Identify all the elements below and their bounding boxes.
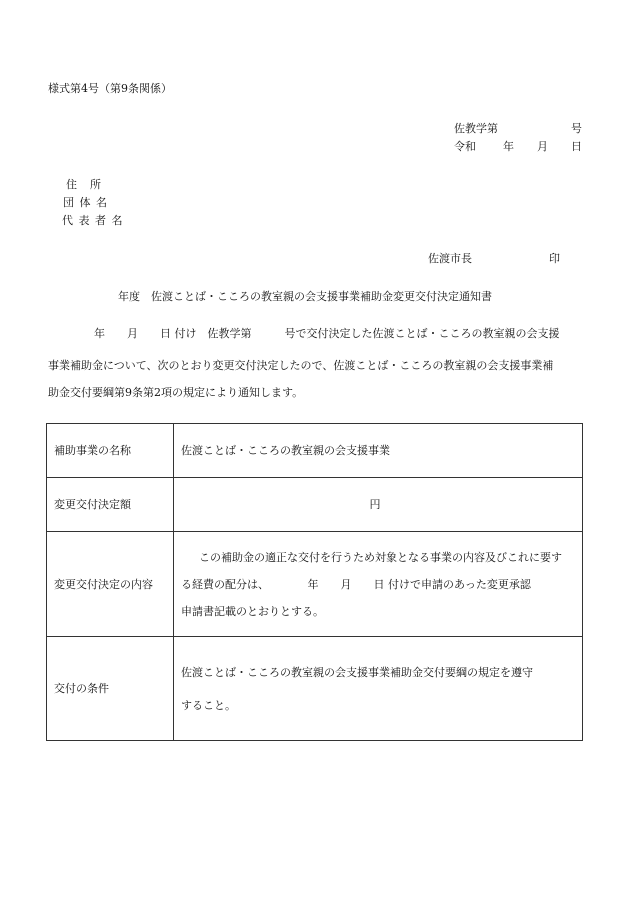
table-row bbox=[47, 478, 583, 532]
organization-label: 団 体 名 bbox=[63, 196, 108, 209]
document-number-label: 佐教学第 bbox=[454, 122, 498, 135]
body-line-3: 助金交付要綱第9条第2項の規定により通知します。 bbox=[48, 386, 304, 399]
row-value-content bbox=[174, 532, 583, 637]
row-label-amount: 変更交付決定額 bbox=[47, 478, 174, 532]
row-value-amount: 円 bbox=[174, 478, 583, 532]
row-label-content: 変更交付決定の内容 bbox=[47, 532, 174, 637]
grant-decision-table bbox=[46, 423, 583, 741]
table-row bbox=[47, 637, 583, 741]
body-line-2: 事業補助金について、次のとおり変更交付決定したので、佐渡ことば・こころの教室親の会支援事業補 bbox=[48, 359, 554, 372]
issuer-mayor: 佐渡市長 bbox=[428, 252, 472, 265]
seal-mark: 印 bbox=[549, 252, 560, 265]
row-value-project-name: 佐渡ことば・こころの教室親の会支援事業 bbox=[174, 424, 583, 478]
conditions-line-1: 佐渡ことば・こころの教室親の会支援事業補助金交付要綱の規定を遵守 bbox=[181, 665, 533, 679]
date-year: 年 bbox=[503, 140, 514, 153]
representative-label: 代 表 者 名 bbox=[62, 214, 124, 227]
conditions-line-2: すること。 bbox=[181, 698, 236, 712]
content-line-3: 申請書記載のとおりとする。 bbox=[181, 604, 324, 618]
row-label-project-name: 補助事業の名称 bbox=[47, 424, 174, 478]
date-day: 日 bbox=[571, 140, 582, 153]
address-label: 住 所 bbox=[66, 178, 102, 191]
content-line-1: この補助金の適正な交付を行うため対象となる事業の内容及びこれに要す bbox=[199, 550, 562, 564]
row-label-conditions: 交付の条件 bbox=[47, 637, 174, 741]
form-number: 様式第4号（第9条関係） bbox=[48, 82, 172, 95]
table-row bbox=[47, 424, 583, 478]
date-month: 月 bbox=[537, 140, 548, 153]
document-title: 年度 佐渡ことば・こころの教室親の会支援事業補助金変更交付決定通知書 bbox=[118, 290, 492, 303]
document-number-suffix: 号 bbox=[571, 122, 582, 135]
date-era: 令和 bbox=[454, 140, 476, 153]
row-value-conditions bbox=[174, 637, 583, 741]
body-line-1: 年 月 日 付け 佐教学第 号で交付決定した佐渡ことば・こころの教室親の会支援 bbox=[94, 327, 560, 340]
table-row bbox=[47, 532, 583, 637]
content-line-2: る経費の配分は、 年 月 日 付けで申請のあった変更承認 bbox=[181, 577, 531, 591]
